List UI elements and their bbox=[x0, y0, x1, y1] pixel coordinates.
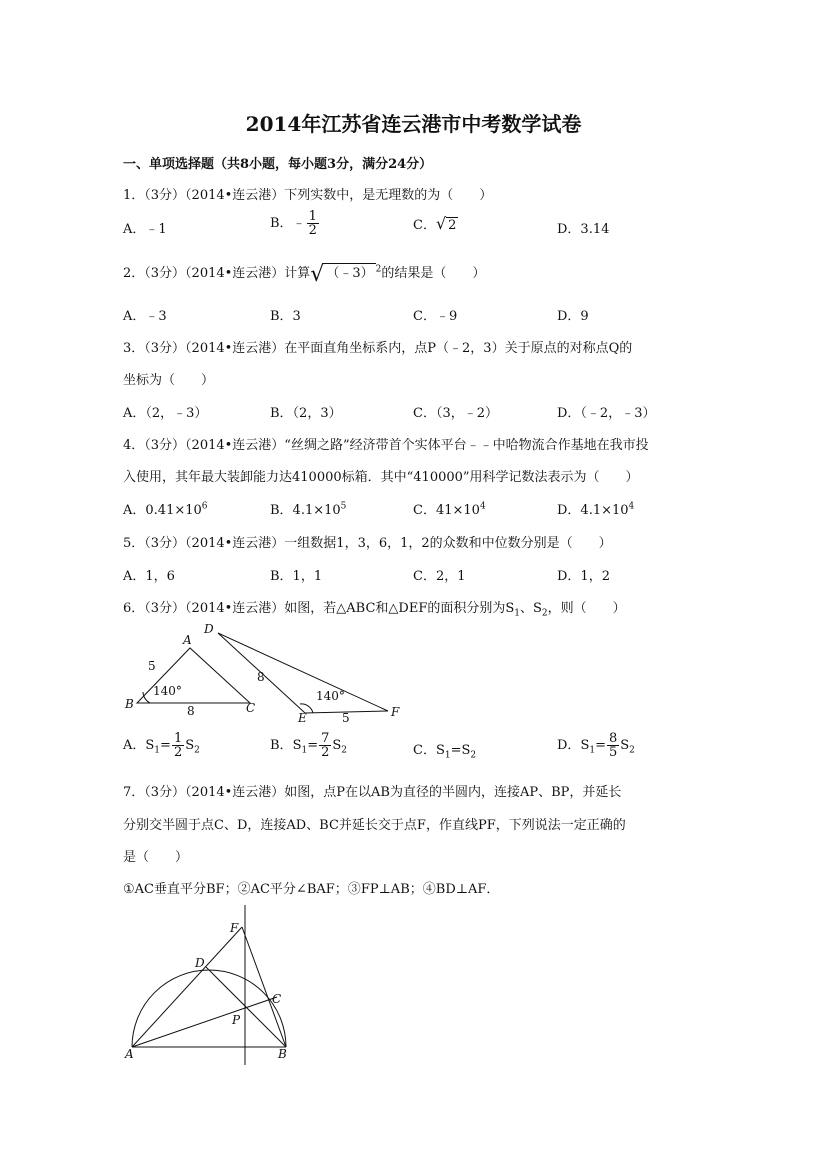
q4-line2: 入使用，其年最大装卸能力达410000标箱．其中“410000”用科学记数法表示为（ ） bbox=[123, 470, 639, 485]
line-ac bbox=[132, 997, 277, 1047]
page-title: 2014年江苏省连云港市中考数学试卷 bbox=[245, 112, 582, 136]
q7-figure bbox=[120, 905, 320, 1075]
q5-option-a: A．1，6 bbox=[123, 569, 175, 584]
q3-line2: 坐标为（ ） bbox=[123, 373, 215, 388]
q5-stem: 5．（3分）（2014•连云港）一组数据1，3，6，1，2的众数和中位数分别是（ ） bbox=[123, 536, 612, 551]
q5-option-d: D．1，2 bbox=[557, 569, 610, 584]
label-d: D bbox=[204, 622, 214, 636]
label-de: 8 bbox=[257, 670, 265, 684]
label-a: A bbox=[183, 633, 192, 647]
label-angle-e: 140° bbox=[316, 689, 345, 703]
segment-df bbox=[218, 633, 388, 711]
q7-line2: 分别交半圆于点C、D，连接AD、BC并延长交于点F，作直线PF，下列说法一定正确的 bbox=[123, 818, 626, 833]
label-d: D bbox=[195, 956, 205, 970]
label-e: E bbox=[298, 711, 307, 725]
q3-line1: 3．（3分）（2014•连云港）在平面直角坐标系内，点P（﹣2，3）关于原点的对称点Q的 bbox=[123, 341, 633, 356]
label-b: B bbox=[125, 697, 134, 711]
label-a: A bbox=[125, 1047, 134, 1061]
q5-option-b: B．1，1 bbox=[270, 569, 323, 584]
q2-option-b: B．3 bbox=[270, 309, 301, 324]
q7-statements: ①AC垂直平分BF；②AC平分∠BAF；③FP⊥AB；④BD⊥AF． bbox=[123, 882, 500, 897]
label-ab: 5 bbox=[148, 659, 156, 673]
label-b: B bbox=[278, 1047, 287, 1061]
q2-option-d: D．9 bbox=[557, 309, 589, 324]
q6-option-d: D．$S_1=$ $\frac{8}{5}$ $S_2$ bbox=[557, 731, 635, 760]
label-c: C bbox=[246, 701, 256, 715]
q1-stem: 1．（3分）（2014•连云港）下列实数中，是无理数的为（ ） bbox=[123, 188, 493, 203]
label-bc: 8 bbox=[187, 704, 195, 718]
q6-option-c: C．$S_1=S_2$ bbox=[413, 743, 477, 761]
q3-option-a: A．（2，﹣3） bbox=[123, 406, 208, 421]
q4-option-d: D．$4.1\times 10^4$ bbox=[557, 501, 635, 518]
semicircle bbox=[132, 970, 286, 1047]
q1-option-d: D．3.14 bbox=[557, 222, 610, 237]
line-bf bbox=[242, 927, 286, 1047]
fraction: $\frac{1}{2}$ bbox=[308, 209, 317, 238]
q7-line1: 7．（3分）（2014•连云港）如图，点P在以AB为直径的半圆内，连接AP、BP，并延长 bbox=[123, 785, 622, 800]
label-ef: 5 bbox=[342, 711, 350, 725]
q6-option-a: A．$S_1=$ $\frac{1}{2}$ $S_2$ bbox=[123, 731, 200, 760]
q6-stem: 6．（3分）（2014•连云港）如图，若△ABC和△DEF的面积分别为$S_1$、$S_2$，则（ ） bbox=[123, 601, 626, 619]
q2-option-a: A．﹣3 bbox=[123, 309, 167, 324]
q3-option-d: D．（﹣2，﹣3） bbox=[557, 406, 656, 421]
q2-stem: 2．（3分）（2014•连云港）计算√ （﹣3） $^2$的结果是（ ） bbox=[123, 262, 486, 287]
label-f: F bbox=[230, 921, 239, 935]
q2-option-c: C．﹣9 bbox=[413, 309, 458, 324]
q6-option-b: B．$S_1=$ $\frac{7}{2}$ $S_2$ bbox=[270, 731, 348, 760]
label-f: F bbox=[391, 705, 400, 719]
sqrt-icon: √ bbox=[310, 262, 325, 287]
label-angle-b: 140° bbox=[153, 684, 182, 698]
q4-option-b: B．$4.1\times 10^5$ bbox=[270, 501, 347, 518]
q7-line3: 是（ ） bbox=[123, 850, 189, 865]
q5-option-c: C．2，1 bbox=[413, 569, 466, 584]
section-heading: 一、单项选择题（共8小题，每小题3分，满分24分） bbox=[123, 157, 433, 172]
q4-option-c: C．$41\times 10^4$ bbox=[413, 501, 486, 518]
label-c: C bbox=[272, 992, 282, 1006]
label-p: P bbox=[232, 1013, 241, 1027]
q4-option-a: A．$0.41\times 10^6$ bbox=[123, 501, 208, 518]
q1-option-b: B．﹣ $\frac{1}{2}$ bbox=[270, 209, 317, 238]
q3-option-b: B．（2，3） bbox=[270, 406, 342, 421]
q4-line1: 4．（3分）（2014•连云港）“丝绸之路”经济带首个实体平台﹣﹣中哈物流合作基地在我市投 bbox=[123, 438, 649, 453]
sqrt-icon: √ bbox=[435, 214, 447, 233]
q3-option-c: C．（3，﹣2） bbox=[413, 406, 498, 421]
q6-figure bbox=[120, 618, 410, 728]
q1-option-a: A．﹣1 bbox=[123, 222, 167, 237]
q1-option-c: C．√ 2 bbox=[413, 214, 457, 233]
